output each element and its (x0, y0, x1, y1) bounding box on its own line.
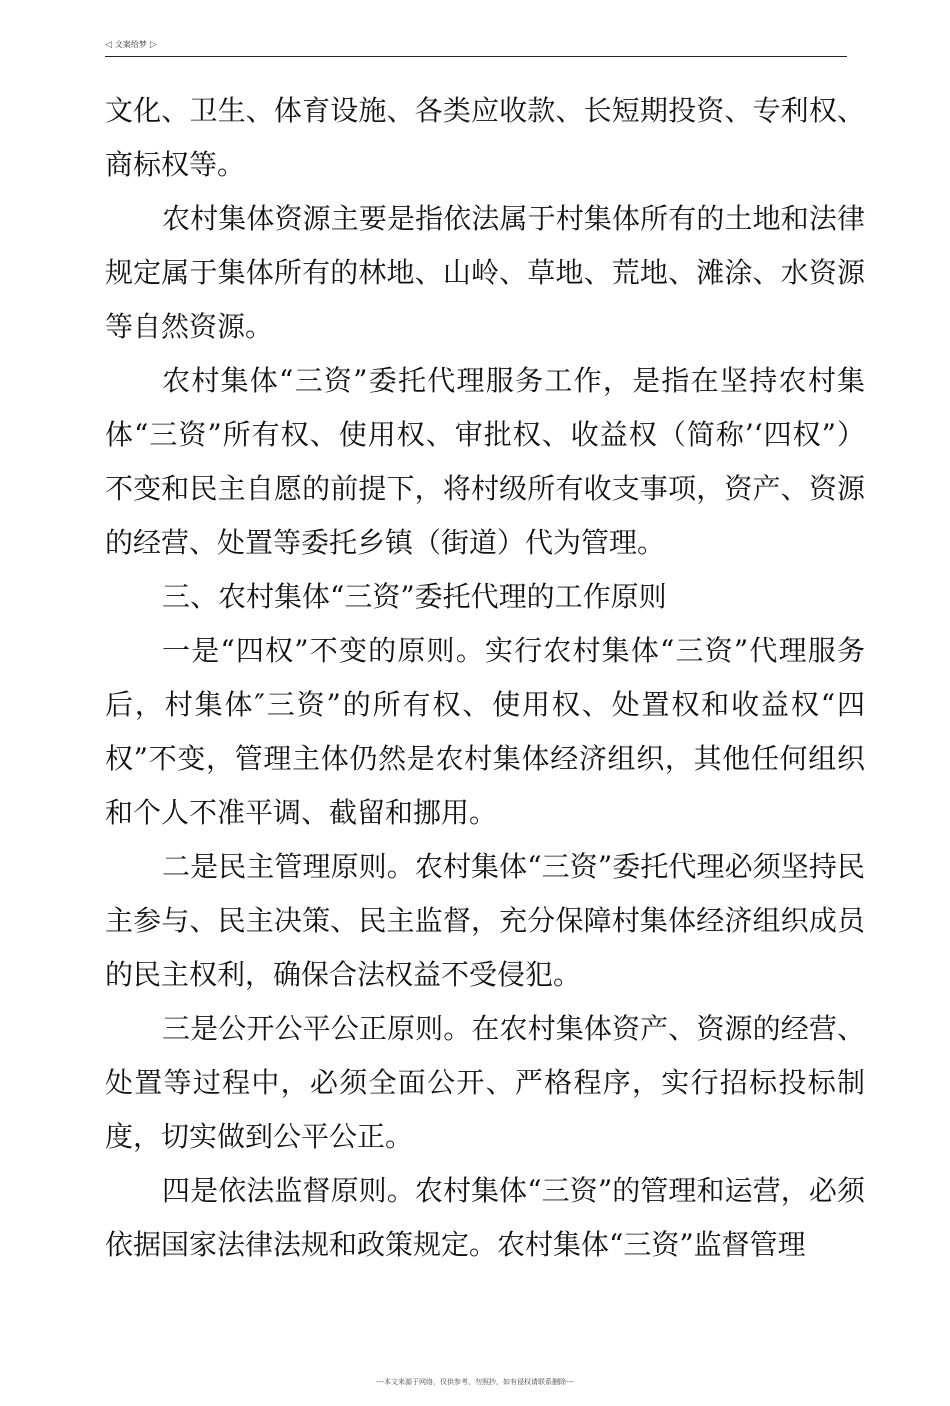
paragraph-principle-1: 一是“四权”不变的原则。实行农村集体“三资”代理服务后，村集体″三资”的所有权、使用权、处置权和收益权“四权”不变，管理主体仍然是农村集体经济组织，其他任何组织和个人不准平调、截留和挪用。 (105, 634, 865, 829)
paragraph-resources: 农村集体资源主要是指依法属于村集体所有的土地和法律规定属于集体所有的林地、山岭、草地、荒地、滩涂、水资源等自然资源。 (105, 202, 865, 343)
paragraph-principle-4: 四是依法监督原则。农村集体“三资”的管理和运营，必须依据国家法律法规和政策规定。农村集体“三资”监督管理 (105, 1174, 865, 1261)
header-title: 文案给梦 (114, 40, 147, 49)
document-body (105, 84, 865, 1272)
left-triangle-icon: ◁ (105, 40, 112, 50)
section-heading: 三、农村集体“三资”委托代理的工作原则 (162, 580, 667, 613)
paragraph-principle-2: 二是民主管理原则。农村集体“三资”委托代理必须坚持民主参与、民主决策、民主监督，充分保障村集体经济组织成员的民主权利，确保合法权益不受侵犯。 (105, 850, 865, 991)
right-triangle-icon: ▷ (149, 40, 157, 50)
page-footer: ---本文来源于网络，仅供参考，勿照抄，如有侵权请联系删除--- (376, 1378, 574, 1386)
paragraph-continued: 文化、卫生、体育设施、各类应收款、长短期投资、专利权、商标权等。 (105, 94, 865, 181)
paragraph-principle-3: 三是公开公平公正原则。在农村集体资产、资源的经营、处置等过程中，必须全面公开、严格程序，实行招标投标制度，切实做到公平公正。 (105, 1012, 865, 1153)
page-header (105, 38, 847, 57)
paragraph-entrustment: 农村集体“三资”委托代理服务工作，是指在坚持农村集体“三资”所有权、使用权、审批权、收益权（简称’‘四权”）不变和民主自愿的前提下，将村级所有收支事项，资产、资源的经营、处置等委托乡镇（街道）代为管理。 (105, 364, 865, 559)
